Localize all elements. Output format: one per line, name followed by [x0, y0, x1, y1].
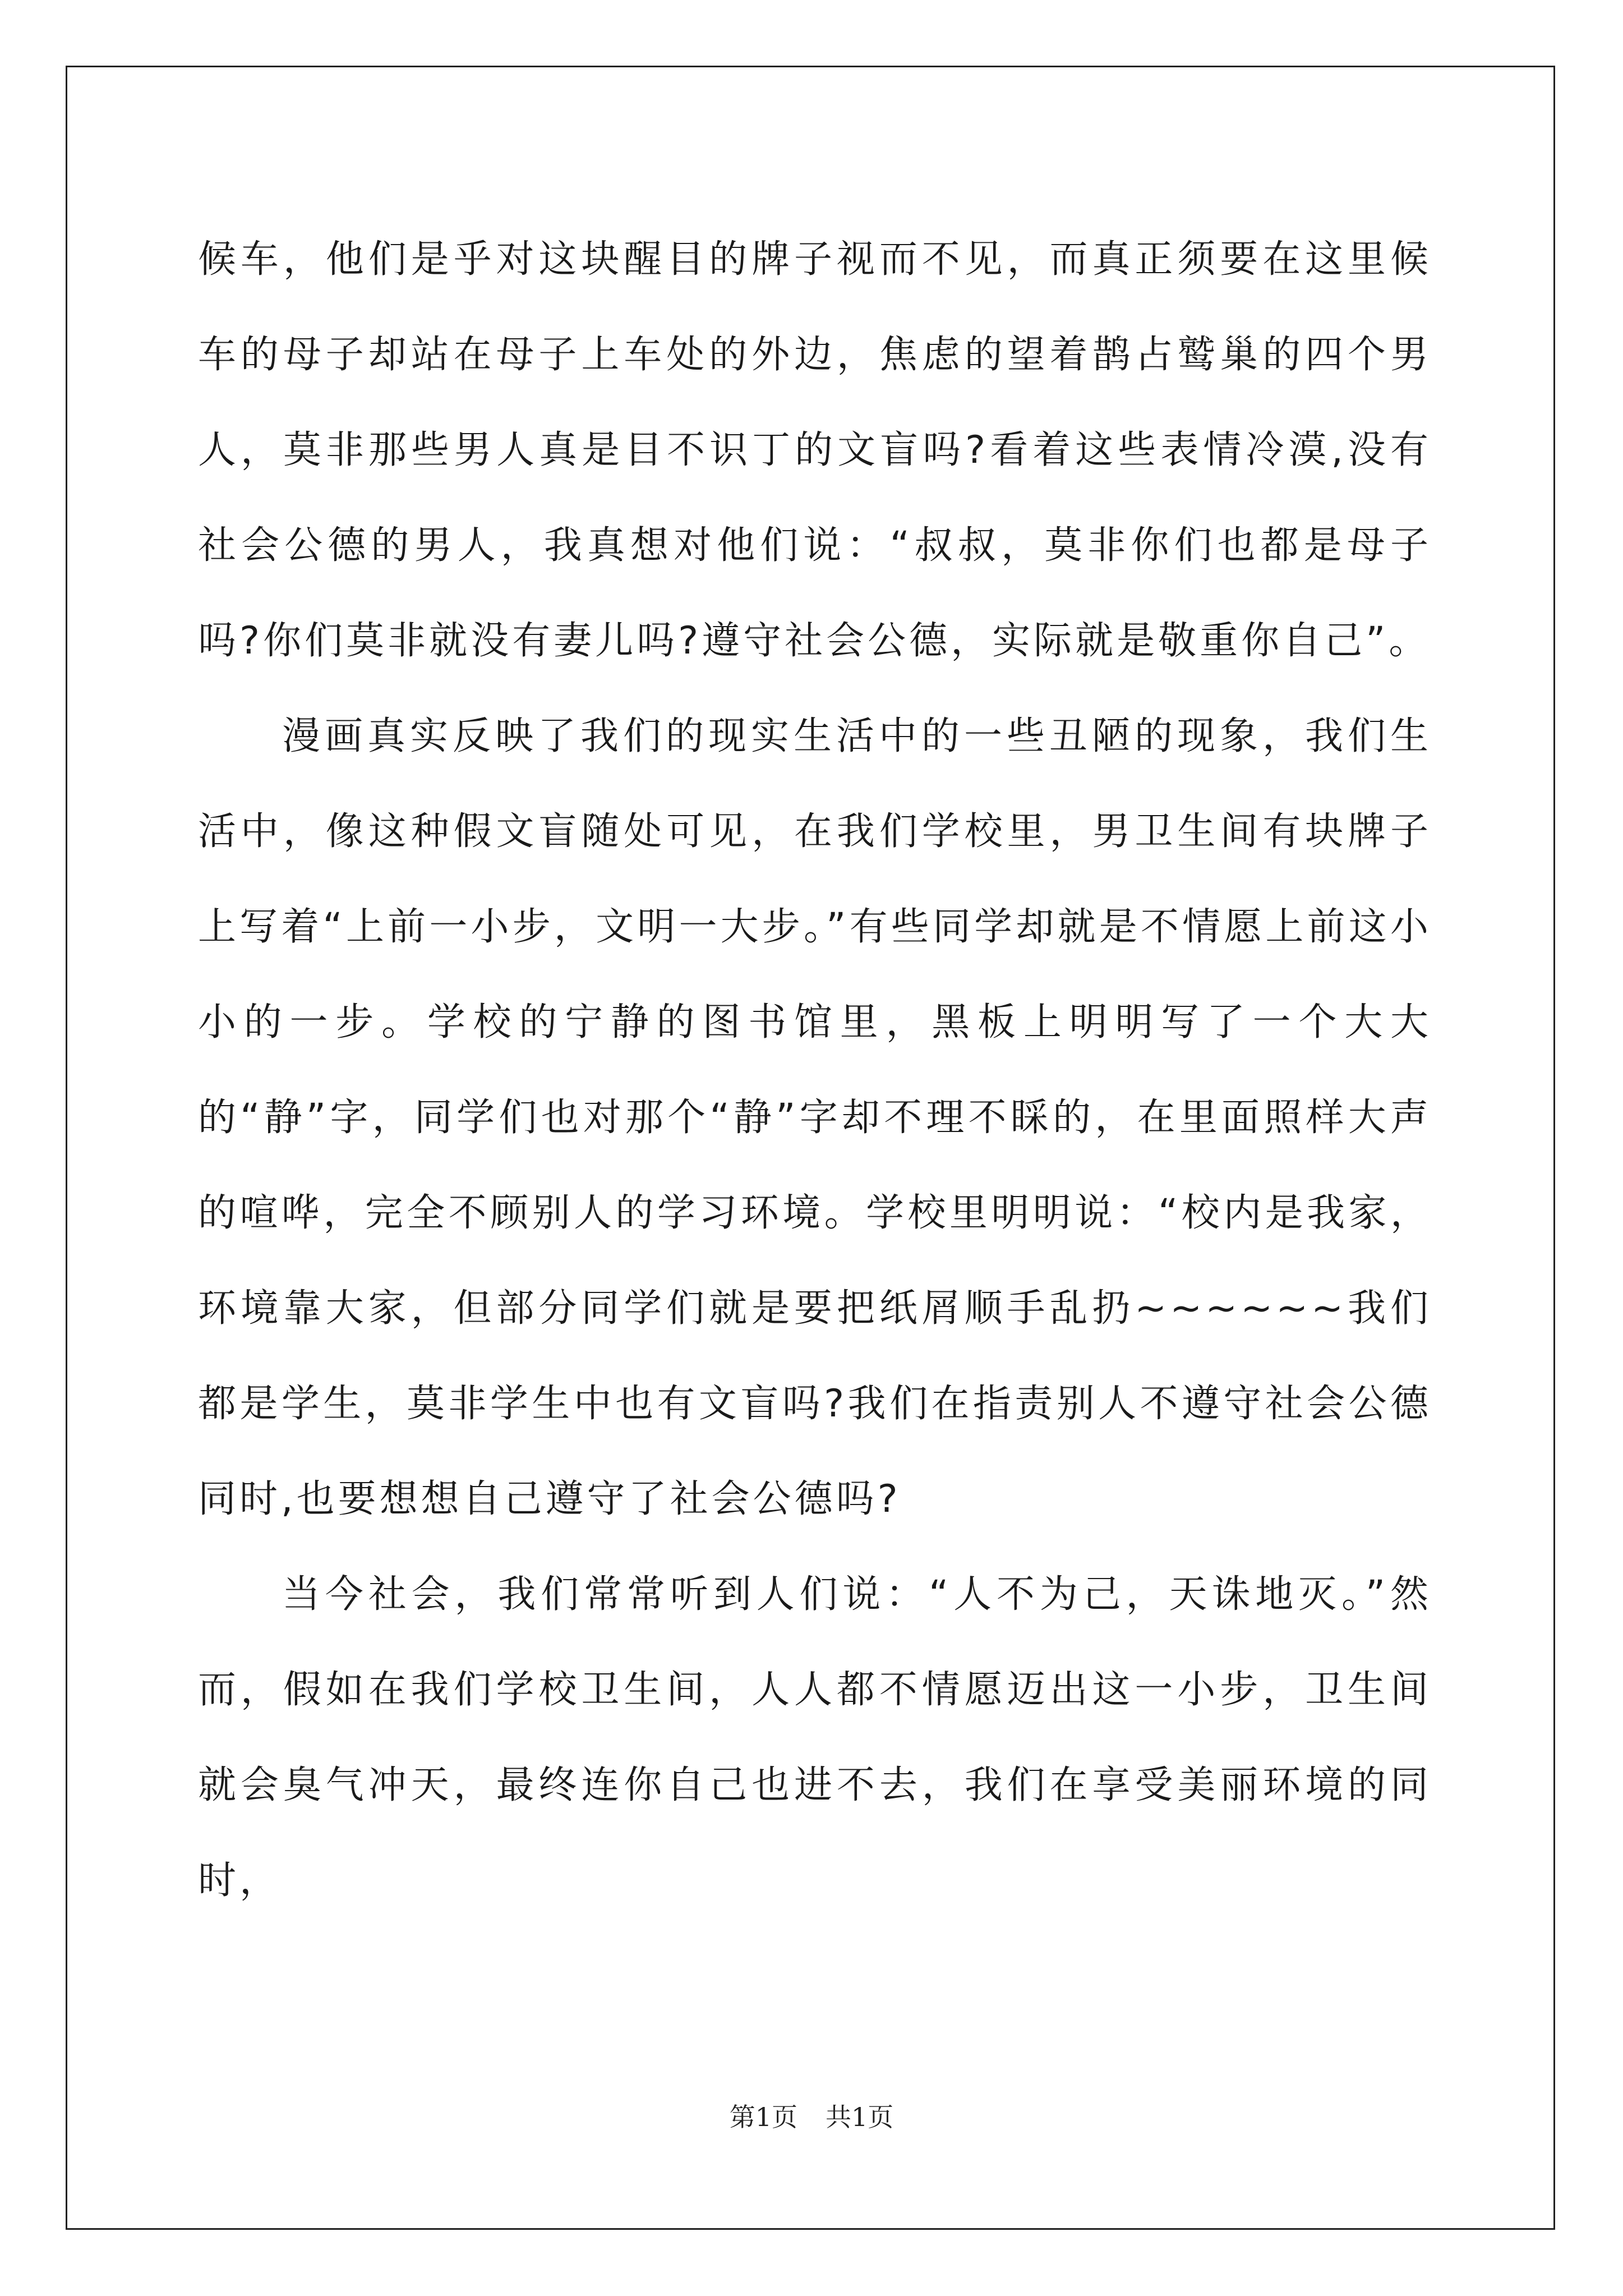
page-number-total: 共1页	[826, 2102, 894, 2132]
page-number-current: 第1页	[729, 2102, 797, 2132]
paragraph-3: 当今社会，我们常常听到人们说：“人不为己，天诛地灭。”然而，假如在我们学校卫生间，人人都不情愿迈出这一小步，卫生间就会臭气冲天，最终连你自己也进不去，我们在享受美丽环境的同时，	[198, 1572, 1432, 1903]
paragraph-1: 候车，他们是乎对这块醒目的牌子视而不见，而真正须要在这里候车的母子却站在母子上车处的外边，焦虑的望着鹊占鹫巢的四个男人，莫非那些男人真是目不识丁的文盲吗?看着这些表情冷漠,没有社会公德的男人，我真想对他们说：“叔叔，莫非你们也都是母子吗?你们莫非就没有妻儿吗?遵守社会公德，实际就是敬重你自己”。	[198, 237, 1432, 663]
page-footer	[0, 2097, 1623, 2134]
document-body	[198, 212, 1432, 1929]
paragraph-2: 漫画真实反映了我们的现实生活中的一些丑陋的现象，我们生活中，像这种假文盲随处可见，在我们学校里，男卫生间有块牌子上写着“上前一小步，文明一大步。”有些同学却就是不情愿上前这小小的一步。学校的宁静的图书馆里，黑板上明明写了一个大大的“静”字，同学们也对那个“静”字却不理不睬的，在里面照样大声的喧哗，完全不顾别人的学习环境。学校里明明说：“校内是我家，环境靠大家，但部分同学们就是要把纸屑顺手乱扔~~~~~~我们都是学生，莫非学生中也有文盲吗?我们在指责别人不遵守社会公德同时,也要想想自己遵守了社会公德吗?	[198, 714, 1432, 1521]
